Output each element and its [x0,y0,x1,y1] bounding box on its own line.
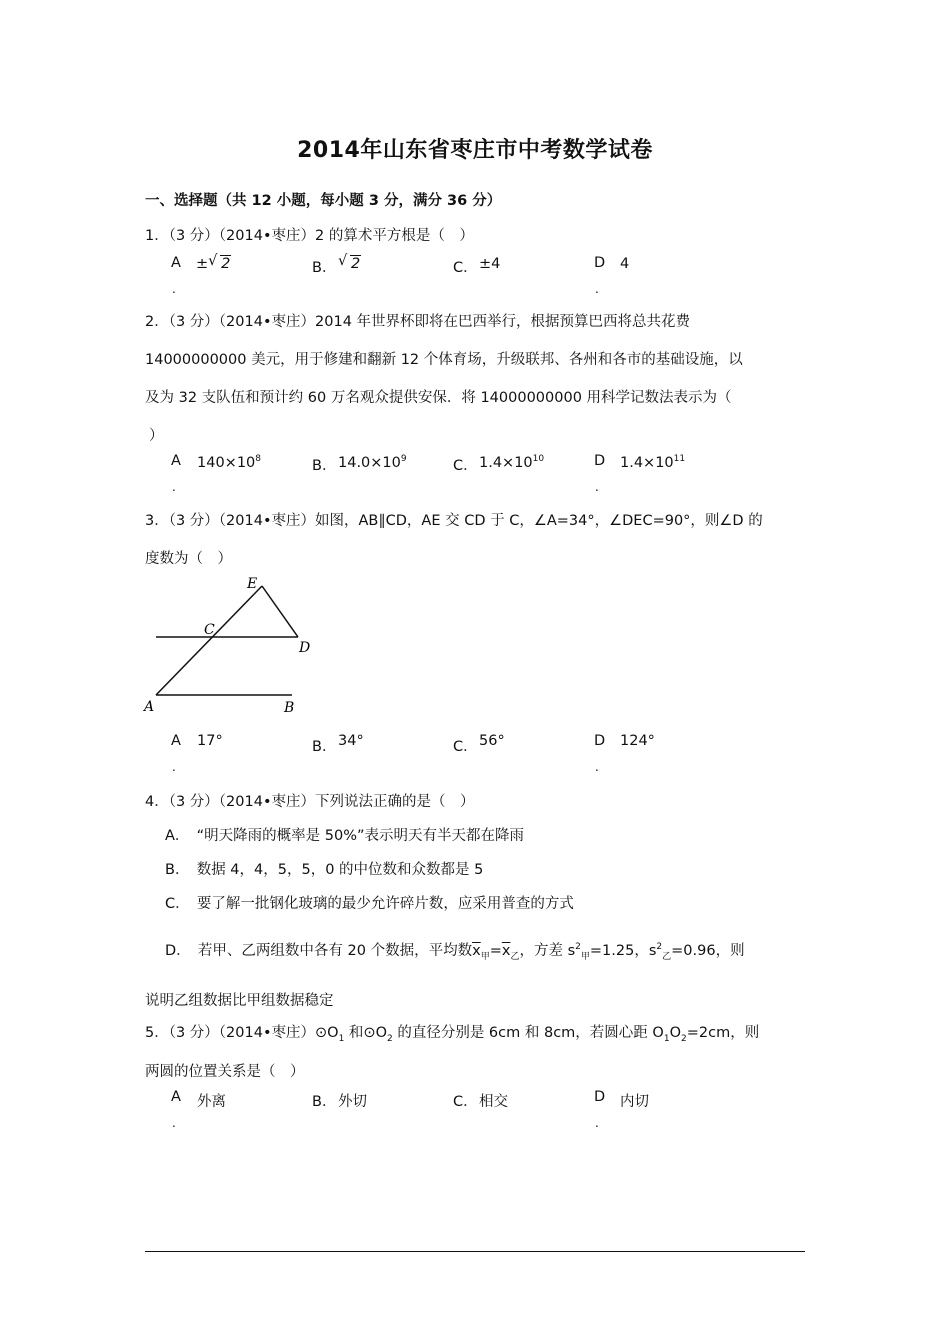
q2-line-3: 及为 32 支队伍和预计约 60 万名观众提供安保．将 14000000000 用科学记数法表示为（ [145,390,732,406]
q4-option-d [165,939,745,962]
equals-sign: = [489,943,502,959]
exponent: 8 [255,454,262,464]
q1-option-d: 4 [620,256,630,272]
q2-option-c [479,454,544,471]
line-ed [262,586,298,637]
radicand: 2 [221,256,231,272]
q5-option-c-label: C． [453,1094,478,1110]
square-exponent: 2 [575,942,581,952]
q3-option-c: 56° [479,733,505,749]
q2-option-d-label: D [594,453,606,469]
q3-option-a: 17° [197,733,223,749]
q4-stem: 4．（3 分）（2014•枣庄）下列说法正确的是（ ） [145,794,475,810]
q1-option-a [196,253,231,272]
q3-option-b-label: B． [312,739,337,755]
q1-dot-d: . [595,282,599,296]
exponent: 9 [400,454,407,464]
q2-option-b [338,454,407,471]
q4-option-a: A． “明天降雨的概率是 50%”表示明天有半天都在降雨 [165,828,525,844]
exponent: 11 [673,454,686,464]
q1-option-b-label: B． [312,260,337,276]
mean-x-yi: $\overline{x}$ [501,943,511,959]
q5-line-2: 两圆的位置关系是（ ） [145,1064,305,1080]
q3-dot-a: . [172,760,176,774]
q1-option-b [338,253,361,272]
section-heading: 一、选择题（共 12 小题，每小题 3 分，满分 36 分） [145,193,502,209]
q2-line-4: ） [149,428,164,444]
label-d: D [299,640,311,656]
subscript-jia: 甲 [580,951,590,962]
q5-option-a-label: A [171,1089,181,1105]
q5-option-c: 相交 [479,1094,508,1110]
subscript: 1 [663,1033,670,1044]
subscript: 2 [680,1033,687,1044]
q3-option-d: 124° [620,733,655,749]
subscript: 1 [338,1033,345,1044]
q4-option-b: B． 数据 4，4，5，5，0 的中位数和众数都是 5 [165,862,484,878]
q5-option-a: 外离 [197,1094,226,1110]
label-e: E [247,576,258,592]
q5-line-1 [145,1021,759,1044]
q4-option-d-continued: 说明乙组数据比甲组数据稳定 [145,993,334,1009]
label-b: B [284,700,295,716]
variance-value-yi: =0.96，则 [671,943,745,959]
q3-option-c-label: C． [453,739,478,755]
q4-option-c: C． 要了解一批钢化玻璃的最少允许碎片数，应采用普查的方式 [165,896,574,912]
q1-dot-a: . [172,282,176,296]
plus-minus: ± [196,256,209,272]
label-c: C [204,622,215,638]
q5-text: =2cm，则 [686,1025,760,1041]
subscript-yi: 乙 [510,951,520,962]
base: 14.0×10 [338,455,401,471]
base: 140×10 [197,455,256,471]
q5-text: 和⊙O [344,1025,387,1041]
option-d-text: D． 若甲、乙两组数中各有 20 个数据，平均数 [165,943,473,959]
q2-dot-d: . [595,480,599,494]
q5-dot-a: . [172,1116,176,1130]
q1-option-d-label: D [594,255,606,271]
line-ae [156,586,262,695]
q5-option-d: 内切 [620,1094,649,1110]
q2-line-1: 2．（3 分）（2014•枣庄）2014 年世界杯即将在巴西举行，根据预算巴西将总共花费 [145,314,691,330]
q1-stem: 1．（3 分）（2014•枣庄）2 的算术平方根是（ ） [145,228,474,244]
q2-option-b-label: B． [312,458,337,474]
sqrt-icon: √ 2 [208,253,231,272]
q5-option-b-label: B． [312,1094,337,1110]
footer-rule [145,1251,805,1252]
square-exponent: 2 [656,942,663,952]
q3-option-a-label: A [171,733,181,749]
q5-text: O [669,1025,681,1041]
geometry-figure [140,570,340,720]
radicand: 2 [351,256,361,272]
q2-option-a [197,454,261,471]
label-a: A [144,699,155,715]
q5-dot-d: . [595,1116,599,1130]
q2-option-c-label: C． [453,458,478,474]
mean-x-jia: $\overline{x}$ [472,943,481,959]
q3-option-d-label: D [594,733,606,749]
q1-option-c: ±4 [479,256,501,272]
q3-option-b: 34° [338,733,364,749]
exponent: 10 [532,454,545,464]
q2-option-a-label: A [171,453,181,469]
base: 1.4×10 [620,455,674,471]
q5-option-b: 外切 [338,1094,367,1110]
base: 1.4×10 [479,455,533,471]
q2-option-d [620,454,685,471]
subscript-jia: 甲 [480,951,490,962]
q3-line-1: 3．（3 分）（2014•枣庄）如图，AB∥CD，AE 交 CD 于 C，∠A=34°，∠DEC=90°，则∠D 的 [145,513,763,529]
q5-option-d-label: D [594,1089,606,1105]
sqrt-icon: √ 2 [338,253,361,272]
q3-dot-d: . [595,760,599,774]
q1-option-c-label: C． [453,260,478,276]
q2-dot-a: . [172,480,176,494]
q2-line-2: 14000000000 美元，用于修建和翻新 12 个体育场，升级联邦、各州和各市的基础设施，以 [145,352,743,368]
subscript-yi: 乙 [662,951,672,962]
q3-line-2: 度数为（ ） [145,551,232,567]
page-title: 2014年山东省枣庄市中考数学试卷 [297,138,653,163]
variance-text: ，方差 s [519,943,576,959]
variance-value-jia: =1.25，s [589,943,657,959]
subscript: 2 [386,1033,393,1044]
q5-text: 的直径分别是 6cm 和 8cm，若圆心距 O [392,1025,664,1041]
q5-text: 5．（3 分）（2014•枣庄）⊙O [145,1025,339,1041]
q1-option-a-label: A [171,255,181,271]
